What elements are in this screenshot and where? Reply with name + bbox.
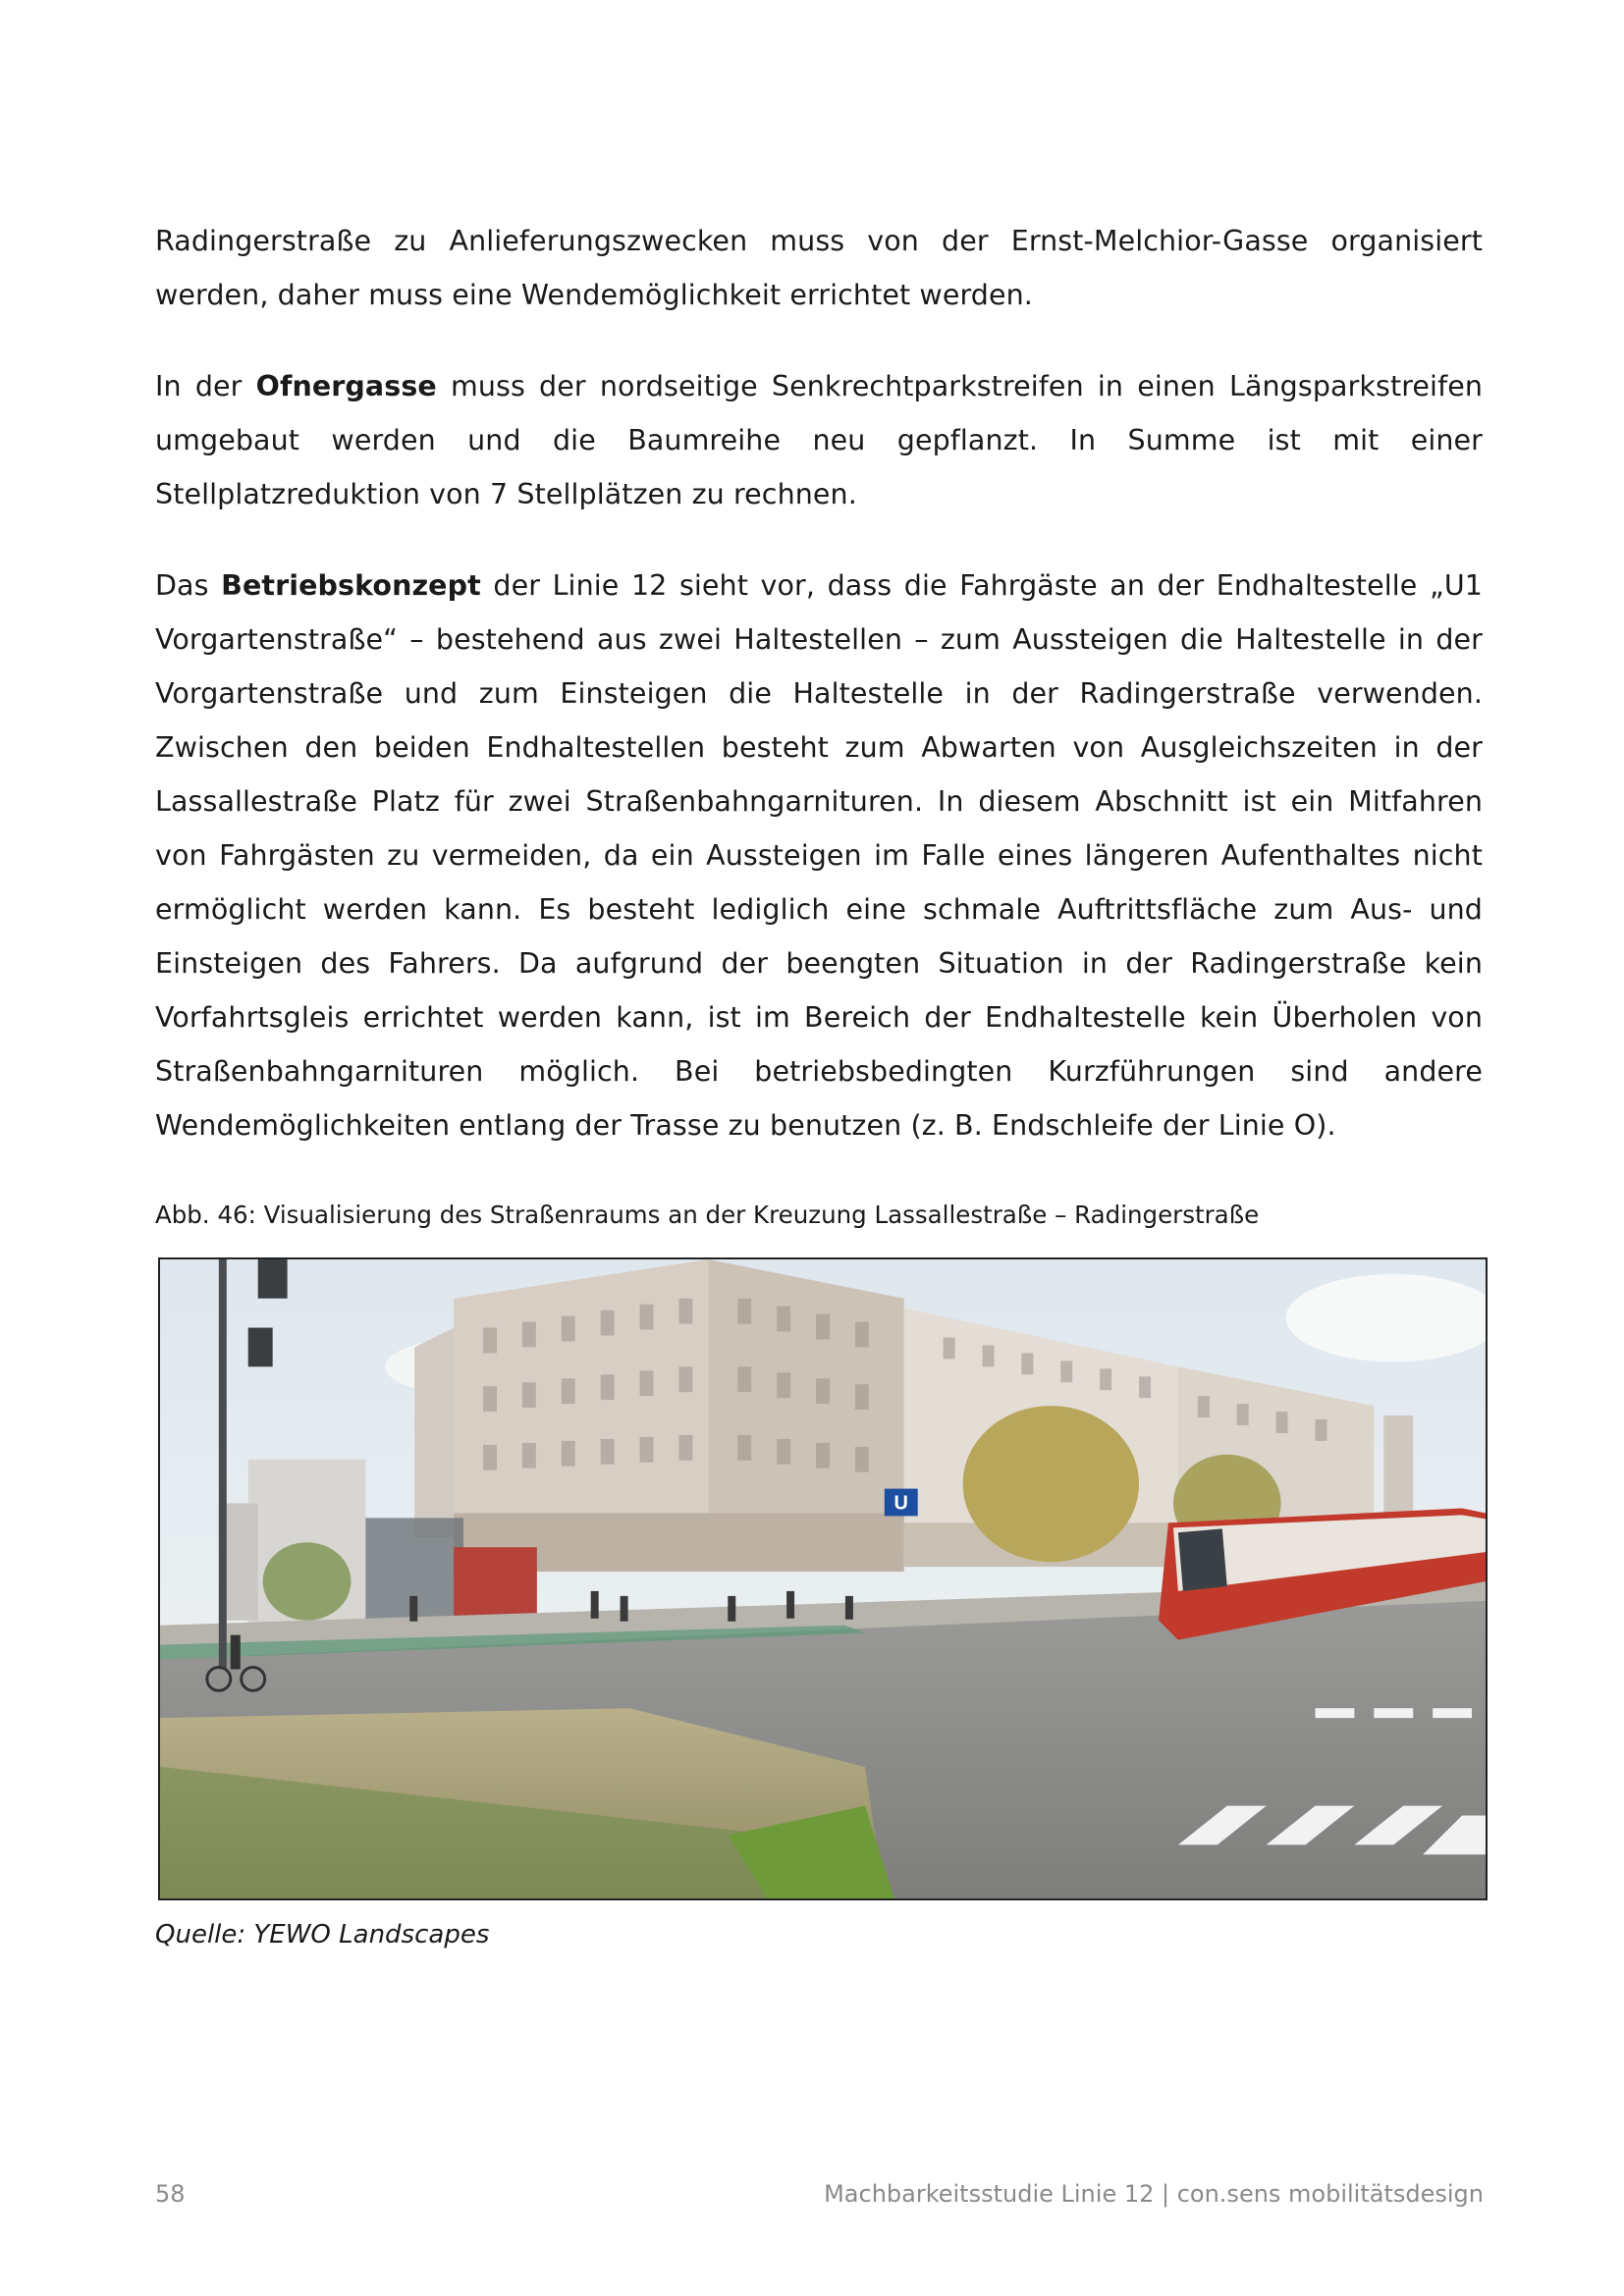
traffic-light bbox=[258, 1259, 288, 1299]
street-scene-illustration bbox=[160, 1259, 1486, 1898]
paragraph-2-text: muss der nordseitige Senkrechtparkstreifen in einen Längsparkstreifen umgebaut werden und die Baumreihe neu gepflanzt. In Summe ist mit einer Stellplatzreduktion von 7 Stellplätzen zu rechnen. bbox=[155, 370, 1483, 510]
paragraph-3-bold: Betriebskonzept bbox=[221, 569, 481, 602]
cyclist bbox=[231, 1635, 241, 1670]
ubahn-sign-label: U bbox=[893, 1492, 908, 1515]
paragraph-2-lead: In der bbox=[155, 370, 256, 402]
tree bbox=[263, 1542, 352, 1621]
paragraph-3 bbox=[155, 559, 1483, 1152]
tram-windscreen bbox=[1178, 1528, 1227, 1591]
tree bbox=[963, 1406, 1139, 1562]
traffic-light bbox=[248, 1328, 273, 1367]
paragraph-2-bold: Ofnergasse bbox=[255, 370, 437, 402]
body-text bbox=[155, 214, 1483, 1190]
street-visualization-image bbox=[158, 1257, 1488, 1900]
footer-title: Machbarkeitsstudie Linie 12 | con.sens mobilitätsdesign bbox=[824, 2180, 1484, 2208]
paragraph-1 bbox=[155, 214, 1483, 322]
traffic-light-pole bbox=[219, 1259, 227, 1669]
figure-caption: Abb. 46: Visualisierung des Straßenraums an der Kreuzung Lassallestraße – Radingerstraße bbox=[155, 1201, 1260, 1229]
paragraph-1-text: Radingerstraße zu Anlieferungszwecken muss von der Ernst-Melchior-Gasse organisiert werden, daher muss eine Wendemöglichkeit errichtet werden. bbox=[155, 225, 1483, 311]
figure-source: Quelle: YEWO Landscapes bbox=[155, 1920, 490, 1949]
ubahn-pavilion-red bbox=[454, 1547, 537, 1621]
paragraph-3-text: der Linie 12 sieht vor, dass die Fahrgäste an der Endhaltestelle „U1 Vorgartenstraße“ – bestehend aus zwei Haltestellen – zum Aussteigen die Haltestelle in der Vorgartenstraße und zum Einsteigen die Haltestelle in der Radingerstraße verwenden. Zwischen den beiden Endhaltestellen besteht zum Abwarten von Ausgleichszeiten in der Lassallestraße Platz für zwei Straßenbahngarnituren. In diesem Abschnitt ist ein Mitfahren von Fahrgästen zu vermeiden, da ein Aussteigen im Falle eines längeren Aufenthaltes nicht ermöglicht werden kann. Es besteht lediglich eine schmale Auftrittsfläche zum Aus- und Einsteigen des Fahrers. Da aufgrund der beengten Situation in der Radingerstraße kein Vorfahrtsgleis errichtet werden kann, ist im Bereich der Endhaltestelle kein Überholen von Straßenbahngarnituren möglich. Bei betriebsbedingten Kurzführungen sind andere Wendemöglichkeiten entlang der Trasse zu benutzen (z. B. Endschleife der Linie O). bbox=[155, 569, 1484, 1142]
paragraph-3-lead: Das bbox=[155, 569, 222, 602]
page-number: 58 bbox=[155, 2180, 186, 2208]
paragraph-2 bbox=[155, 359, 1483, 521]
